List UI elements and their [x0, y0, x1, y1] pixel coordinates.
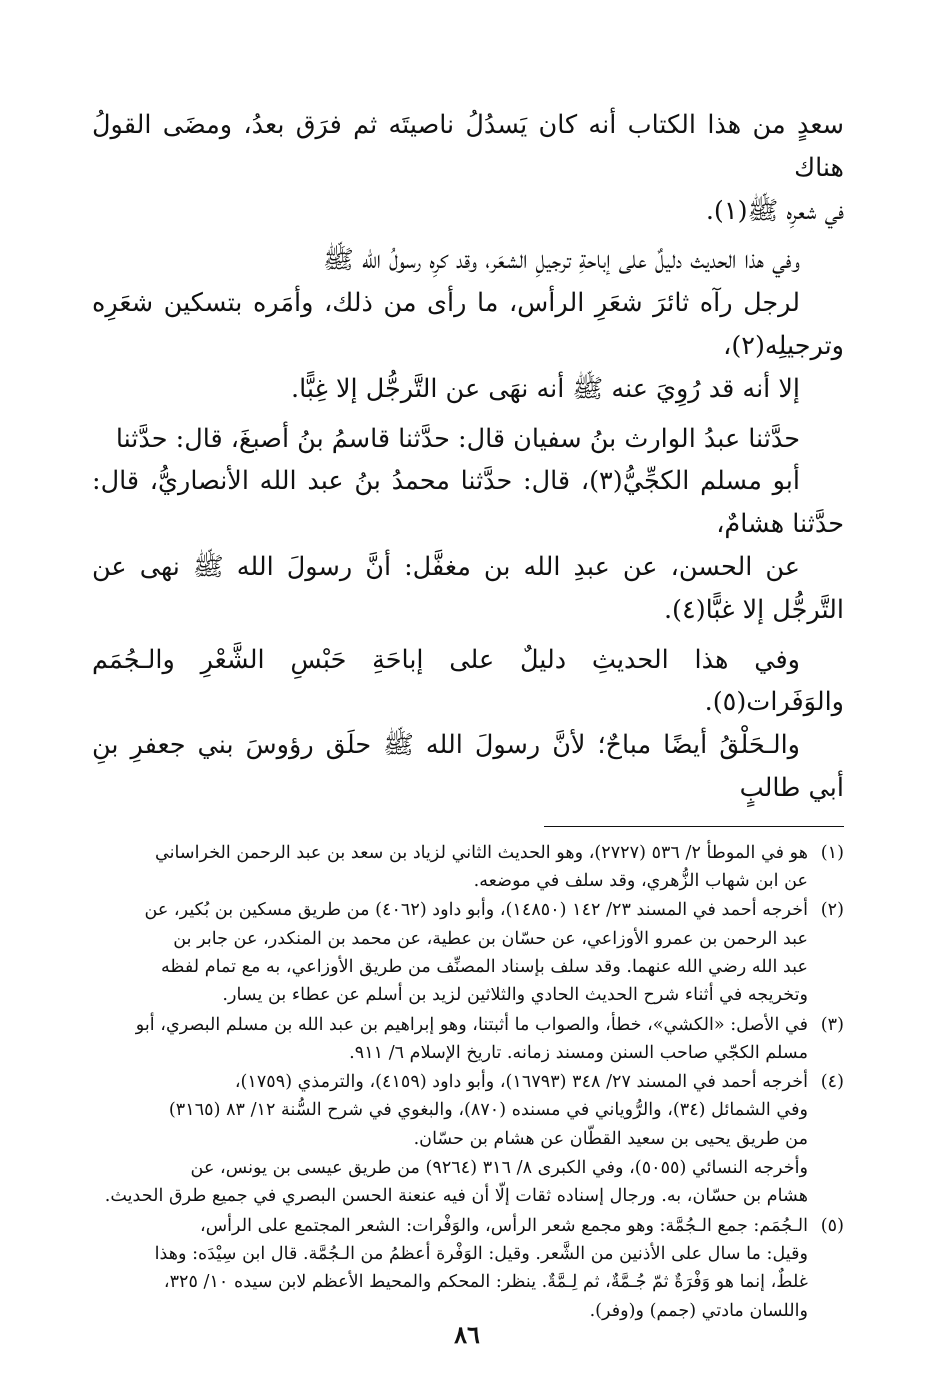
footnote-line: هشام بن حسّان، به. ورجال إسناده ثقات إلّا أن فيه عنعنة الحسن البصري في جميع طرق الحديث. — [104, 1186, 808, 1207]
footnote-line: وأخرجه النسائي (٥٠٥٥)، وفي الكبرى ٨/ ٣١٦ (٩٢٦٤) من طريق عيسى بن يونس، عن — [190, 1158, 808, 1179]
footnote-5 — [92, 1212, 844, 1325]
page-number: ٨٦ — [454, 1320, 480, 1349]
footnote-separator-wrap — [92, 810, 844, 839]
paragraph-4 — [92, 639, 844, 810]
footnote-line: عبد الرحمن بن عمرو الأوزاعي، عن حسّان بن عطية، عن محمد بن المنكدر، عن جابر بن — [173, 928, 808, 949]
footnote-number: (٤) — [820, 1072, 844, 1093]
text-line: والـحَلْقُ أيضًا مباحٌ؛ لأنَّ رسولَ الله ﷺ حلَق رؤوسَ بني جعفرِ بنِ أبي طالبٍ — [92, 730, 844, 803]
main-text — [92, 104, 844, 810]
footnote-line: وقيل: ما سال على الأذنين من الشَّعر. وقيل: الوَفْرة أعظمُ من الـجُمَّة. قال ابن سِيْدَه: وهذا — [154, 1243, 808, 1264]
footnote-line: من طريق يحيى بن سعيد القطّان عن هشام بن حسّان. — [413, 1128, 808, 1149]
footnote-number: (٢) — [820, 900, 844, 921]
footnote-line: أخرجه أحمد في المسند ٢٣/ ١٤٢ (١٤٨٥٠)، وأبو داود (٤٠٦٢) من طريق مسكين بن بُكير، عن — [144, 900, 808, 921]
paragraph-1 — [92, 104, 844, 232]
footnote-line: غلطٌ، إنما هو وَفْرَةٌ ثمّ جُـمَّةٌ، ثم لِـمَّةٌ. ينظر: المحكم والمحيط الأعظم لابن سيده ١٠/ ٣٢٥، — [163, 1272, 808, 1293]
footnote-1 — [92, 839, 844, 896]
footnote-line: واللسان مادتي (جمم) و(وفر). — [589, 1300, 808, 1321]
footnote-line: عن ابن شهاب الزُّهري، وقد سلف في موضعه. — [473, 871, 808, 892]
footnote-separator — [544, 826, 844, 827]
text-line: في شعرِه ﷺ(١). — [705, 195, 844, 226]
paragraph-2 — [92, 239, 844, 410]
footnotes — [92, 839, 844, 1325]
footnote-line: هو في الموطأ ٢/ ٥٣٦ (٢٧٢٧)، وهو الحديث الثاني لزياد بن سعد بن عبد الرحمن الخراساني — [154, 842, 808, 863]
text-line: عن الحسن، عن عبدِ الله بن مغفَّل: أنَّ رسولَ الله ﷺ نهى عن التَّرجُّل إلا غبًّا(٤). — [92, 551, 844, 625]
text-line: حدَّثنا عبدُ الوارث بنُ سفيان قال: حدَّثنا قاسمُ بنُ أصبغَ، قال: حدَّثنا — [115, 423, 800, 454]
footnote-line: في الأصل: «الكشي»، خطأ، والصواب ما أثبتنا، وهو إبراهيم بن عبد الله بن مسلم البصري، أبو — [135, 1014, 808, 1035]
page-body — [92, 104, 844, 1326]
footnote-number: (٣) — [820, 1014, 844, 1035]
footnote-2 — [92, 896, 844, 1009]
paragraph-3 — [92, 418, 844, 632]
text-line: سعدٍ من هذا الكتاب أنه كان يَسدُلُ ناصيتَه ثم فرَق بعدُ، ومضَى القولُ هناك — [92, 110, 844, 183]
footnote-line: أخرجه أحمد في المسند ٢٧/ ٣٤٨ (١٦٧٩٣)، وأبو داود (٤١٥٩)، والترمذي (١٧٥٩)، — [234, 1072, 808, 1093]
footnote-number: (١) — [820, 842, 844, 863]
footnote-line: مسلم الكجّي صاحب السنن ومسند زمانه. تاريخ الإسلام ٦/ ٩١١. — [349, 1042, 808, 1063]
text-line: لرجل رآه ثائرَ شعَرِ الرأس، ما رأى من ذلك، وأمَره بتسكين شعَرِه وترجيلِه(٢)، — [92, 288, 844, 361]
footnote-line: عبد الله رضي الله عنهما. وقد سلف بإسناد المصنِّف من طريق الأوزاعي، به مع تمام لفظه — [160, 956, 808, 977]
footnote-line: وتخريجه في أثناء شرح الحديث الحادي والثلاثين لزيد بن أسلم عن عطاء بن يسار. — [222, 985, 808, 1006]
text-line: وفي هذا الحديثِ دليلٌ على إباحَةِ حَبْسِ الشَّعْرِ والـجُمَم والوَفَرات(٥). — [92, 644, 844, 718]
footnote-4-continued — [92, 1154, 844, 1211]
footnote-number: (٥) — [820, 1215, 844, 1236]
footnote-4 — [92, 1068, 844, 1153]
footnote-line: وفي الشمائل (٣٤)، والرُّوياني في مسنده (٨٧٠)، والبغوي في شرح السُّنة ١٢/ ٨٣ (٣١٦٥) — [168, 1100, 808, 1121]
footnote-3 — [92, 1011, 844, 1068]
text-line: وفي هذا الحديث دليلٌ على إباحةِ ترجيلِ الشعَر، وقد كرِه رسولُ الله ﷺ — [322, 245, 800, 276]
footnote-line: الـجُمَم: جمع الـجُمَّة: وهو مجمع شعر الرأس، والوَفْرات: الشعر المجتمع على الرأس، — [200, 1215, 808, 1236]
text-line: إلا أنه قد رُوِيَ عنه ﷺ أنه نهَى عن التَّرجُّل إلا غِبًّا. — [290, 373, 800, 404]
text-line: أبو مسلم الكجِّيُّ(٣)، قال: حدَّثنا محمدُ بنُ عبد الله الأنصاريُّ، قال: حدَّثنا هشامٌ، — [92, 466, 844, 540]
